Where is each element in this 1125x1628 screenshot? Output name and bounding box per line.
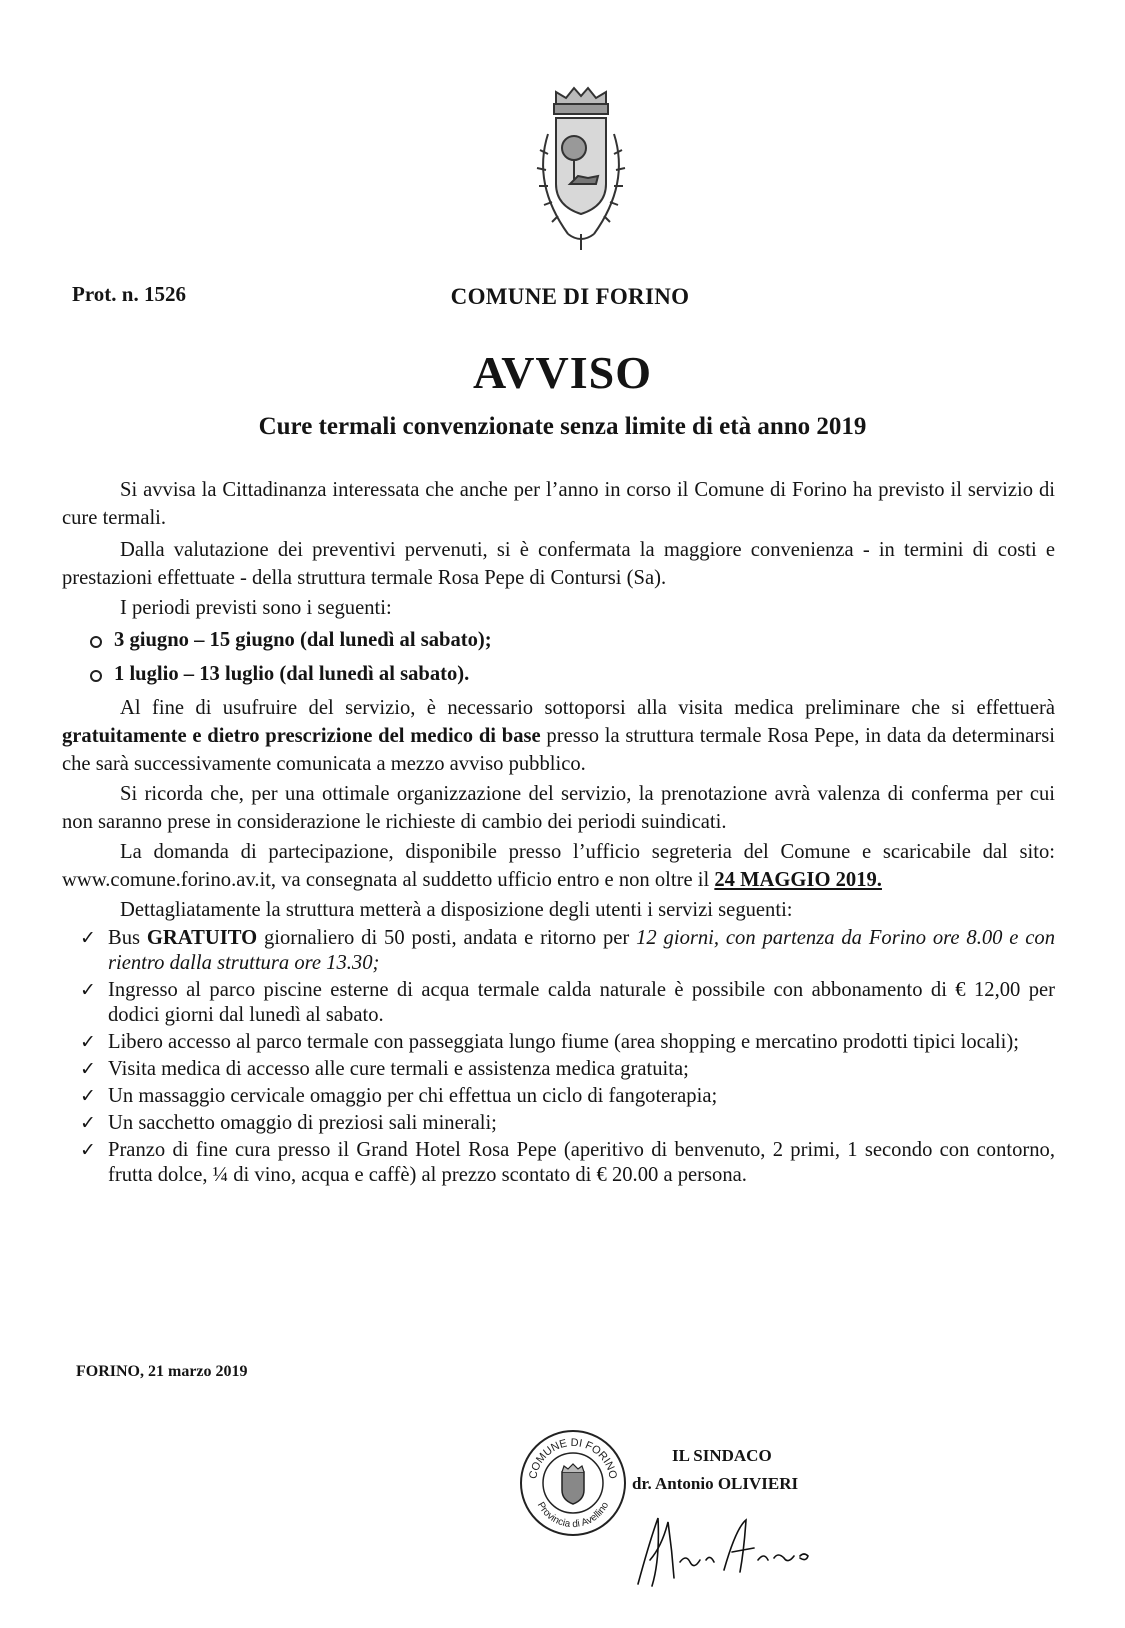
paragraph-medical-visit: Al fine di usufruire del servizio, è necessario sottoporsi alla visita medica preliminare che si effettuerà gratuitamente e dietro prescrizione del medico di base presso la struttura termale Rosa Pepe, in data da determinarsi che sarà successivamente comunicata a mezzo avviso pubblico. [62, 697, 1055, 775]
emphasis-free-visit: gratuitamente e dietro prescrizione del medico di base [62, 725, 541, 747]
list-item: 3 giugno – 15 giugno (dal lunedì al sabato); [90, 626, 1055, 654]
check-mark-icon: ✓ [80, 1085, 96, 1107]
mayor-name: dr. Antonio OLIVIERI [632, 1474, 799, 1493]
document-date: FORINO, 21 marzo 2019 [76, 1363, 248, 1380]
check-mark-icon: ✓ [80, 979, 96, 1001]
deadline-date: 24 MAGGIO 2019. [714, 869, 882, 891]
list-item: ✓ Visita medica di accesso alle cure termali e assistenza medica gratuita; [80, 1058, 689, 1080]
paragraph-periods-intro: I periodi previsti sono i seguenti: [120, 597, 392, 619]
svg-text:COMUNE DI FORINO: COMUNE DI FORINO [527, 1436, 619, 1481]
paragraph-evaluation: Dalla valutazione dei preventivi pervenuti, si è confermata la maggiore convenienza - in termini di costi e prestazioni effettuate - della struttura termale Rosa Pepe di Contursi (Sa). [62, 539, 1055, 589]
municipal-crest-icon [518, 84, 644, 260]
check-mark-icon: ✓ [80, 1112, 96, 1134]
circle-bullet-icon [90, 670, 102, 682]
list-item: ✓ Ingresso al parco piscine esterne di acqua termale calda naturale è possibile con abbonamento di € 12,00 per dodici giorni dal lunedì al sabato. [80, 979, 1055, 1026]
check-mark-icon: ✓ [80, 927, 96, 949]
list-item: ✓ Bus GRATUITO giornaliero di 50 posti, andata e ritorno per 12 giorni, con partenza da Forino ore 8.00 e con rientro dalla struttura ore 13.30; [80, 927, 1055, 974]
page-subtitle: Cure termali convenzionate senza limite di età anno 2019 [258, 413, 867, 440]
paragraph-services-intro: Dettagliatamente la struttura metterà a disposizione degli utenti i servizi seguenti: [120, 899, 793, 921]
municipality-name: COMUNE DI FORINO [450, 284, 690, 309]
check-mark-icon: ✓ [80, 1139, 96, 1161]
periods-list [62, 626, 1055, 688]
paragraph-application: La domanda di partecipazione, disponibile presso l’ufficio segreteria del Comune e scaricabile dal sito: www.comune.forino.av.it, va consegnata al suddetto ufficio entro e non oltre il 24 MAGGIO 2019. [62, 841, 1055, 891]
official-stamp-icon [518, 1428, 628, 1538]
list-item: ✓ Un massaggio cervicale omaggio per chi effettua un ciclo di fangoterapia; [80, 1085, 718, 1107]
page-title: AVVISO [473, 347, 652, 398]
check-mark-icon: ✓ [80, 1058, 96, 1080]
paragraph-intro: Si avvisa la Cittadinanza interessata che anche per l’anno in corso il Comune di Forino ha previsto il servizio di cure termali. [62, 479, 1055, 529]
list-item: ✓ Libero accesso al parco termale con passeggiata lungo fiume (area shopping e mercatino prodotti tipici locali); [80, 1031, 1019, 1053]
protocol-number: Prot. n. 1526 [72, 282, 186, 306]
mayor-role: IL SINDACO [672, 1446, 772, 1465]
notice-body [62, 476, 1055, 1190]
list-item: 1 luglio – 13 luglio (dal lunedì al sabato). [90, 660, 1055, 688]
list-item: ✓ Pranzo di fine cura presso il Grand Hotel Rosa Pepe (aperitivo di benvenuto, 2 primi, 1 secondo con contorno, frutta dolce, ¼ di vino, acqua e caffè) al prezzo scontato di € 20.00 a persona. [80, 1139, 1055, 1186]
paragraph-booking: Si ricorda che, per una ottimale organizzazione del servizio, la prenotazione avrà valenza di conferma per cui non saranno prese in considerazione le richieste di cambio dei periodi suindicati. [62, 783, 1055, 833]
signature-icon [628, 1500, 828, 1590]
check-mark-icon: ✓ [80, 1031, 96, 1053]
services-list [62, 926, 1055, 1188]
svg-text:Provincia di Avellino: Provincia di Avellino [534, 1500, 612, 1531]
circle-bullet-icon [90, 636, 102, 648]
list-item: ✓ Un sacchetto omaggio di preziosi sali minerali; [80, 1112, 497, 1134]
